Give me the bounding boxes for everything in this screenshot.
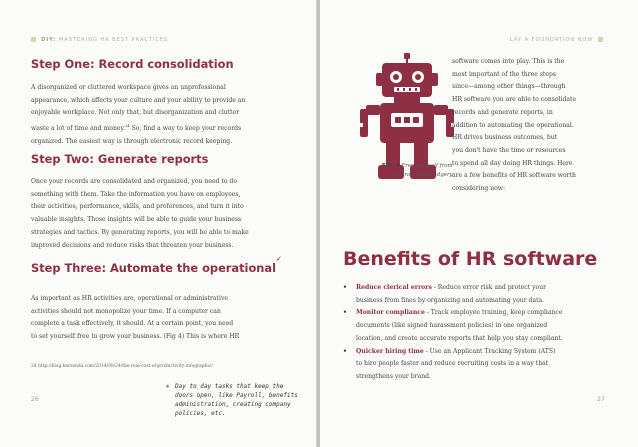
left-running-head: DIY: MASTERING HR BEST PRACTICES bbox=[31, 37, 168, 43]
right-running-head: LAY A FOUNDATION NOW bbox=[510, 37, 603, 43]
footnote-ref: 24 bbox=[125, 124, 130, 129]
bullet-dot: • bbox=[343, 284, 347, 291]
handwritten-note: ✳ Day to day tasks that keep the doors open, like Payroll, benefits administration, creating company policies, etc. bbox=[165, 382, 298, 417]
step3-paragraph: As important as HR activities are, operational or administrative activities should not monopolize your time. If a computer can complete a task effectively, it should. At a certain point, you need to set yourself free to grow your business. (Fig 4) This is where HR bbox=[31, 295, 240, 341]
list-item: • Quicker hiring time - Use an Applicant Tracking System (ATS) to hire people faster and reduce recruiting costs in a way that strengthens your brand. bbox=[343, 347, 556, 380]
footnote: 24 http://blog.hersenda.com/2014/09/24/the-real-cost-of-productivity-infographic/ bbox=[31, 364, 213, 369]
figure-label: FIG. 4 bbox=[382, 163, 400, 169]
step1-paragraph: A disorganized or cluttered workspace gives an unprofessional appearance, which affects your culture and your ability to provide an enjoyable workplace. Not only that, but disorganization and clutter waste a lot of time and money.$^{24}$ So, find a way to keep your records organized. The easiest way is through electronic record keeping. bbox=[31, 84, 246, 145]
page-number-right: 27 bbox=[597, 396, 605, 403]
page-number-left: 26 bbox=[31, 396, 39, 403]
bullet-dot: • bbox=[343, 347, 347, 355]
check-mark: ✓ bbox=[275, 255, 282, 263]
step2-heading: Step Two: Generate reports bbox=[31, 152, 209, 166]
step2-paragraph: Once your records are consolidated and organized, you need to do something with them. Take the information you have on employees, their activities, performance, skills, and preferences, and turn it into valuable insights. Those insights will be able to guide your business strategies and tactics. By generating reports, you will be able to make improved decisions and reduce risks that threaten your business. bbox=[31, 178, 249, 249]
asterisk-mark: ✳ bbox=[165, 382, 170, 390]
list-item: • Reduce clerical errors - Reduce error risk and protect your business from fines by organizing and automating your data. bbox=[343, 284, 547, 304]
benefits-title: Benefits of HR software bbox=[343, 248, 598, 270]
step3-heading: Step Three: Automate the operational✓ bbox=[31, 255, 282, 275]
step1-heading: Step One: Record consolidation bbox=[31, 57, 234, 71]
square-icon bbox=[598, 37, 603, 42]
right-intro-paragraph: software comes into play. This is the most important of the three steps since—among other things—through HR software you are able to consolidate records and generate reports, in addition to automating the operational. HR drives business outcomes, but you don't have the time or resources to spend all day doing HR things. Here are a few benefits of HR software worth considering now: bbox=[452, 58, 577, 193]
figure-caption: FIG. 4 Free yourself from operational drudgery bbox=[382, 163, 453, 178]
square-icon bbox=[31, 37, 36, 42]
list-item: • Monitor compliance - Track employee training, keep compliance documents (like signed harassment policies) in one organized location, and create accurate reports that help you stay compliant. bbox=[343, 309, 563, 342]
bullet-dot: • bbox=[343, 309, 347, 317]
left-page bbox=[0, 0, 318, 447]
benefits-list bbox=[343, 282, 563, 384]
